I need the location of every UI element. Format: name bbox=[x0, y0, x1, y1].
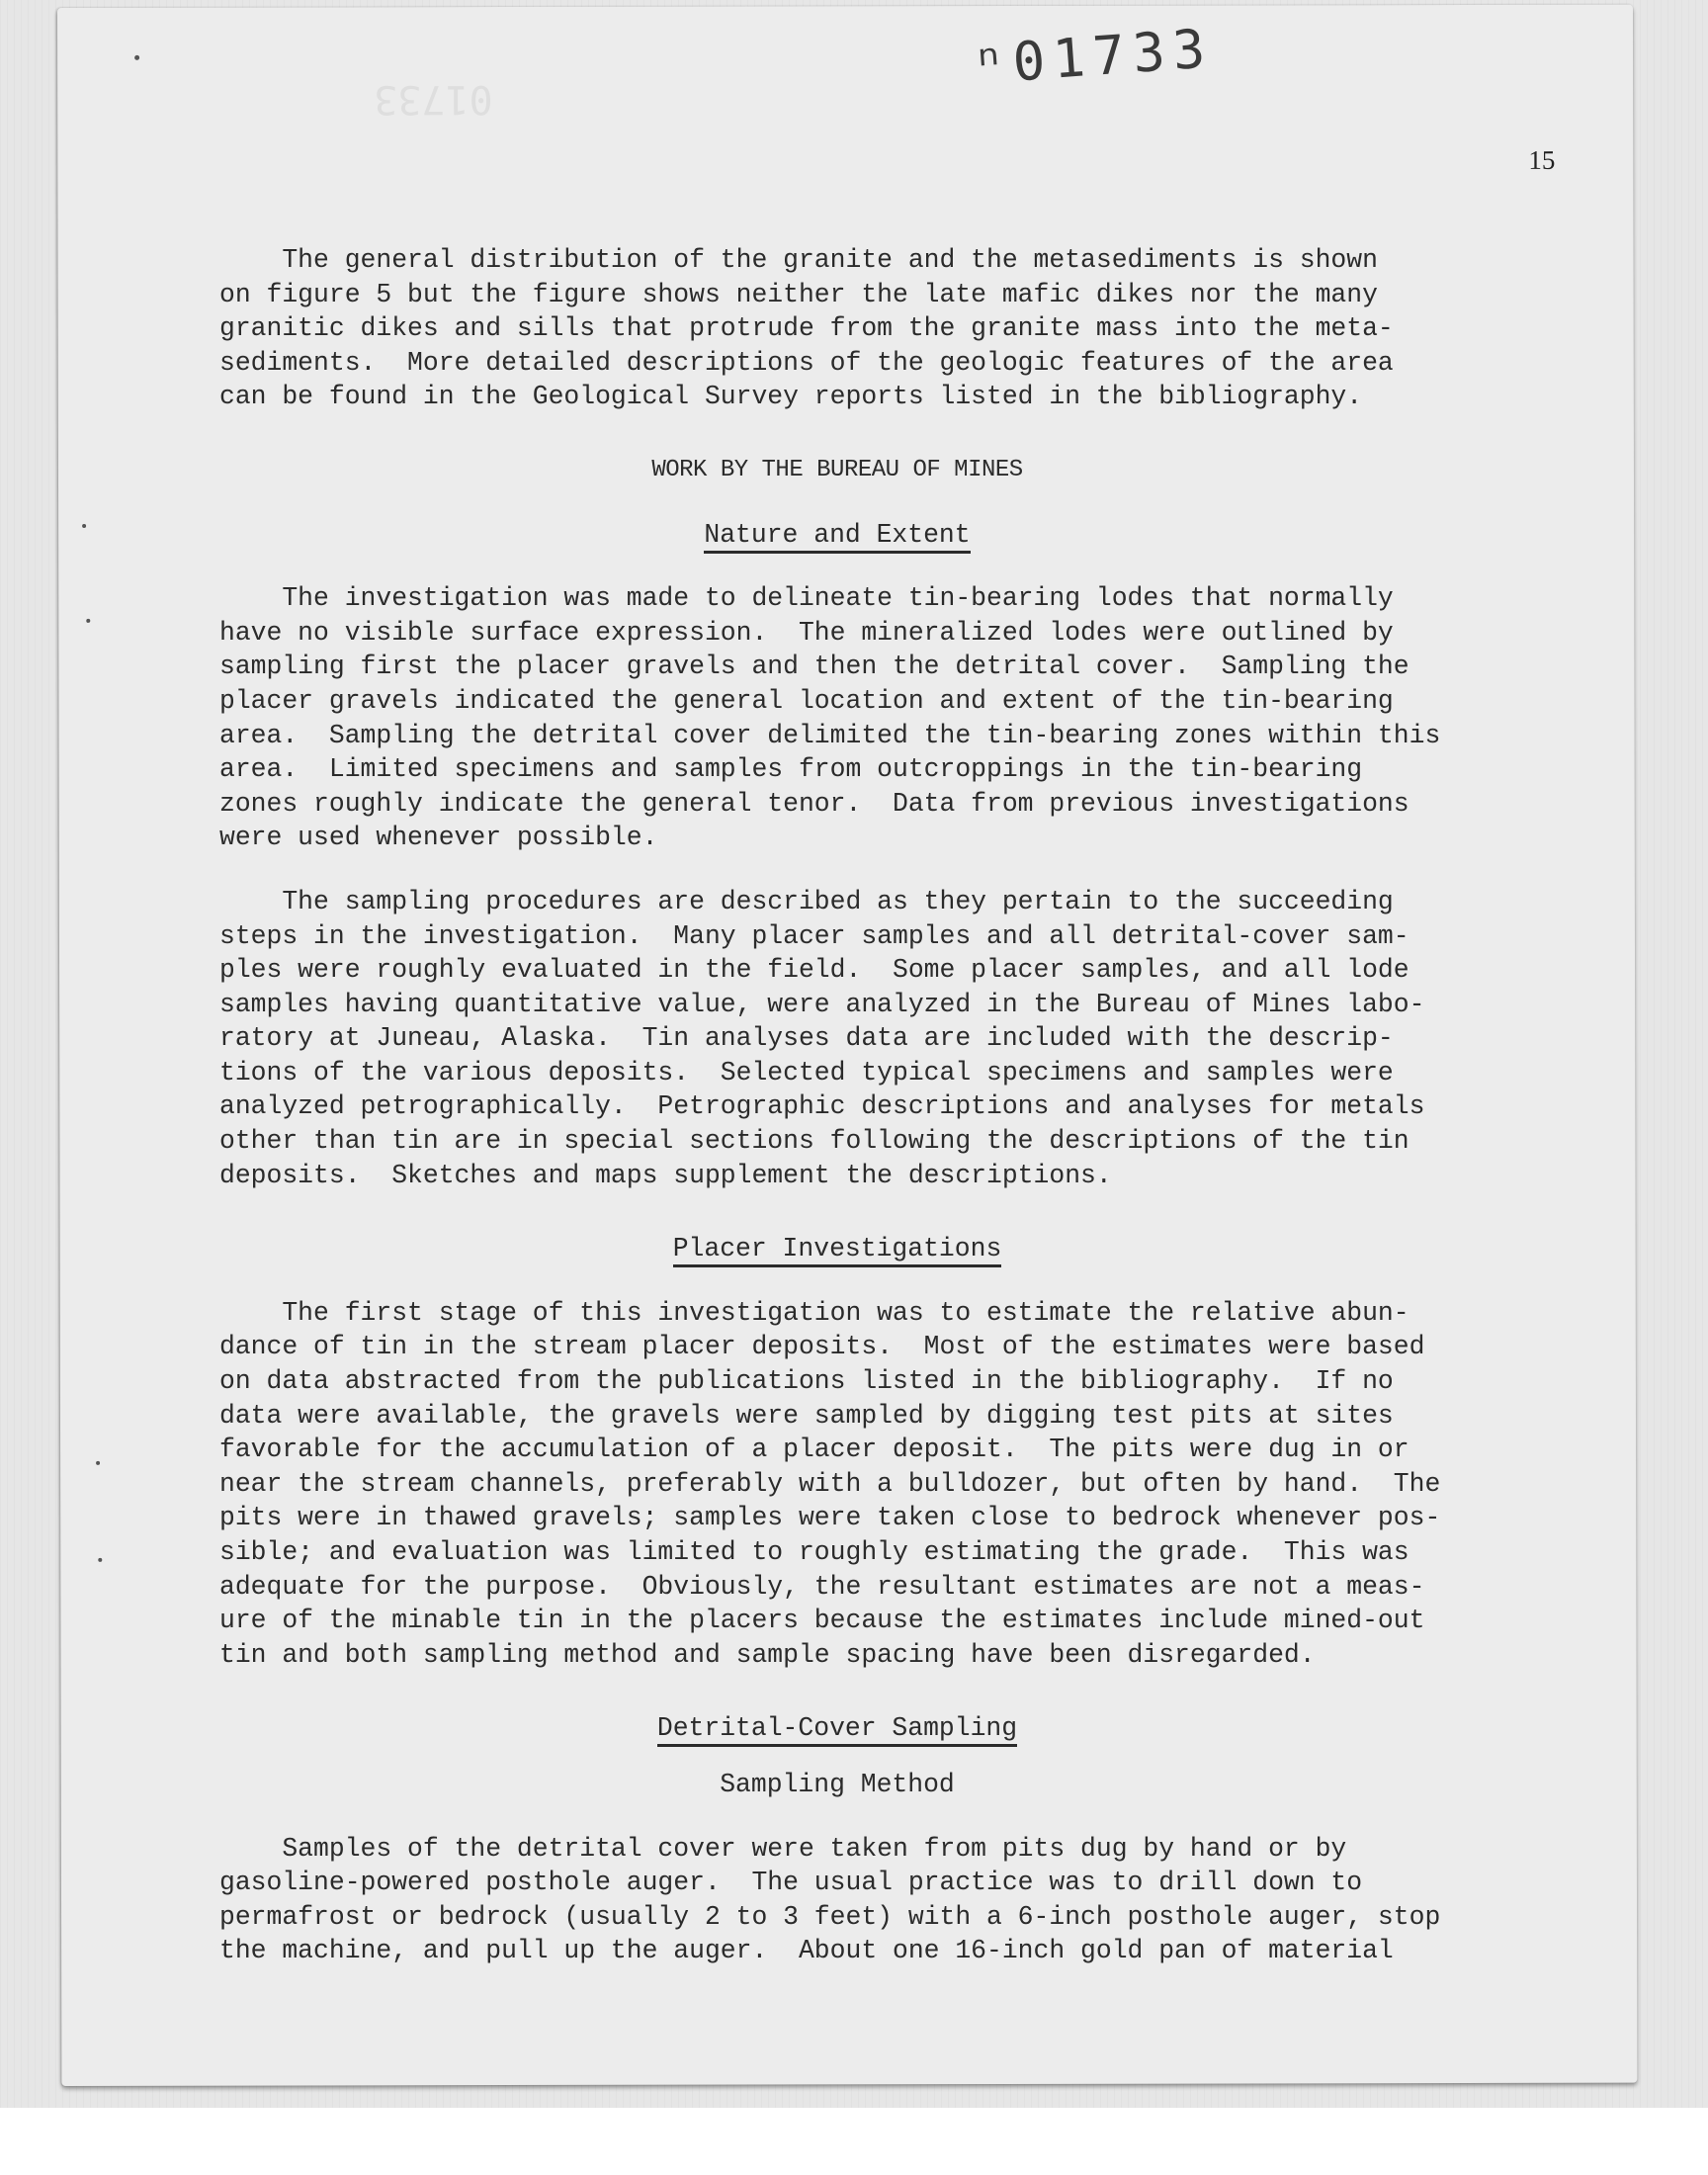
text-line: ure of the minable tin in the placers because the estimates include mined-out bbox=[219, 1606, 1425, 1636]
text-line: gasoline-powered posthole auger. The usual practice was to drill down to bbox=[219, 1868, 1363, 1898]
text-line: the machine, and pull up the auger. About one 16-inch gold pan of material bbox=[219, 1936, 1394, 1966]
section-heading: WORK BY THE BUREAU OF MINES bbox=[651, 456, 1023, 483]
text-line: were used whenever possible. bbox=[219, 823, 658, 853]
text-line: sediments. More detailed descriptions of the geologic features of the area bbox=[219, 347, 1394, 378]
text-line: area. Limited specimens and samples from outcroppings in the tin-bearing bbox=[219, 754, 1363, 785]
heading-text: Placer Investigations bbox=[673, 1234, 1002, 1267]
page-number: 15 bbox=[1528, 144, 1556, 175]
text-line: The first stage of this investigation was to estimate the relative abun- bbox=[219, 1297, 1409, 1328]
text-line: dance of tin in the stream placer deposits. Most of the estimates were based bbox=[219, 1332, 1425, 1362]
text-line: near the stream channels, preferably with a bulldozer, but often by hand. The bbox=[219, 1468, 1441, 1499]
nature-extent-paragraph-1 bbox=[219, 581, 1524, 855]
text-line: samples having quantitative value, were analyzed in the Bureau of Mines labo- bbox=[219, 989, 1425, 1019]
text-line: tions of the various deposits. Selected typical specimens and samples were bbox=[219, 1057, 1394, 1088]
text-line: analyzed petrographically. Petrographic descriptions and analyses for metals bbox=[219, 1091, 1425, 1122]
text-line: placer gravels indicated the general location and extent of the tin-bearing bbox=[219, 685, 1394, 716]
document-body bbox=[219, 243, 1524, 1968]
subsubsection-heading-sampling-method: Sampling Method bbox=[720, 1769, 955, 1799]
intro-paragraph bbox=[219, 243, 1524, 414]
heading-text: Nature and Extent bbox=[704, 520, 970, 554]
nature-extent-paragraph-2 bbox=[219, 885, 1524, 1192]
document-stamp-number: ⁿ01733 bbox=[971, 17, 1216, 97]
bleed-through-stamp: 01733 bbox=[374, 76, 493, 123]
text-line: sampling first the placer gravels and then the detrital cover. Sampling the bbox=[219, 652, 1409, 682]
subsection-heading-nature-and-extent bbox=[219, 518, 1524, 553]
margin-dot bbox=[98, 1558, 102, 1562]
text-line: ples were roughly evaluated in the field. Some placer samples, and all lode bbox=[219, 955, 1409, 986]
text-line: sible; and evaluation was limited to roughly estimating the grade. This was bbox=[219, 1537, 1409, 1567]
subsection-heading-detrital-cover-sampling bbox=[219, 1711, 1524, 1746]
subsection-heading-placer-investigations bbox=[219, 1232, 1524, 1266]
margin-dot bbox=[82, 524, 86, 528]
text-line: The general distribution of the granite and the metasediments is shown bbox=[219, 245, 1378, 275]
text-line: permafrost or bedrock (usually 2 to 3 feet) with a 6-inch posthole auger, stop bbox=[219, 1901, 1441, 1932]
detrital-cover-paragraph bbox=[219, 1832, 1524, 1968]
text-line: on figure 5 but the figure shows neither the late mafic dikes nor the many bbox=[219, 279, 1378, 309]
text-line: can be found in the Geological Survey reports listed in the bibliography. bbox=[219, 382, 1363, 412]
text-line: data were available, the gravels were sampled by digging test pits at sites bbox=[219, 1400, 1394, 1431]
text-line: zones roughly indicate the general tenor. Data from previous investigations bbox=[219, 788, 1409, 819]
text-line: steps in the investigation. Many placer samples and all detrital-cover sam- bbox=[219, 920, 1409, 951]
text-line: The investigation was made to delineate tin-bearing lodes that normally bbox=[219, 583, 1394, 614]
text-line: adequate for the purpose. Obviously, the resultant estimates are not a meas- bbox=[219, 1571, 1425, 1602]
text-line: tin and both sampling method and sample spacing have been disregarded. bbox=[219, 1639, 1316, 1670]
text-line: have no visible surface expression. The mineralized lodes were outlined by bbox=[219, 617, 1394, 648]
text-line: granitic dikes and sills that protrude from the granite mass into the meta- bbox=[219, 313, 1394, 344]
text-line: ratory at Juneau, Alaska. Tin analyses data are included with the descrip- bbox=[219, 1023, 1394, 1054]
text-line: other than tin are in special sections following the descriptions of the tin bbox=[219, 1126, 1409, 1157]
text-line: pits were in thawed gravels; samples were taken close to bedrock whenever pos- bbox=[219, 1503, 1441, 1533]
placer-paragraph bbox=[219, 1296, 1524, 1673]
text-line: deposits. Sketches and maps supplement the descriptions. bbox=[219, 1160, 1112, 1190]
text-line: Samples of the detrital cover were taken from pits dug by hand or by bbox=[219, 1833, 1347, 1864]
text-line: favorable for the accumulation of a placer deposit. The pits were dug in or bbox=[219, 1435, 1409, 1465]
scan-speck bbox=[134, 55, 139, 60]
text-line: area. Sampling the detrital cover delimited the tin-bearing zones within this bbox=[219, 720, 1441, 750]
text-line: on data abstracted from the publications listed in the bibliography. If no bbox=[219, 1366, 1394, 1397]
heading-text: Detrital-Cover Sampling bbox=[657, 1713, 1017, 1747]
text-line: The sampling procedures are described as they pertain to the succeeding bbox=[219, 886, 1394, 916]
margin-dot bbox=[86, 619, 90, 623]
margin-dot bbox=[96, 1461, 100, 1465]
